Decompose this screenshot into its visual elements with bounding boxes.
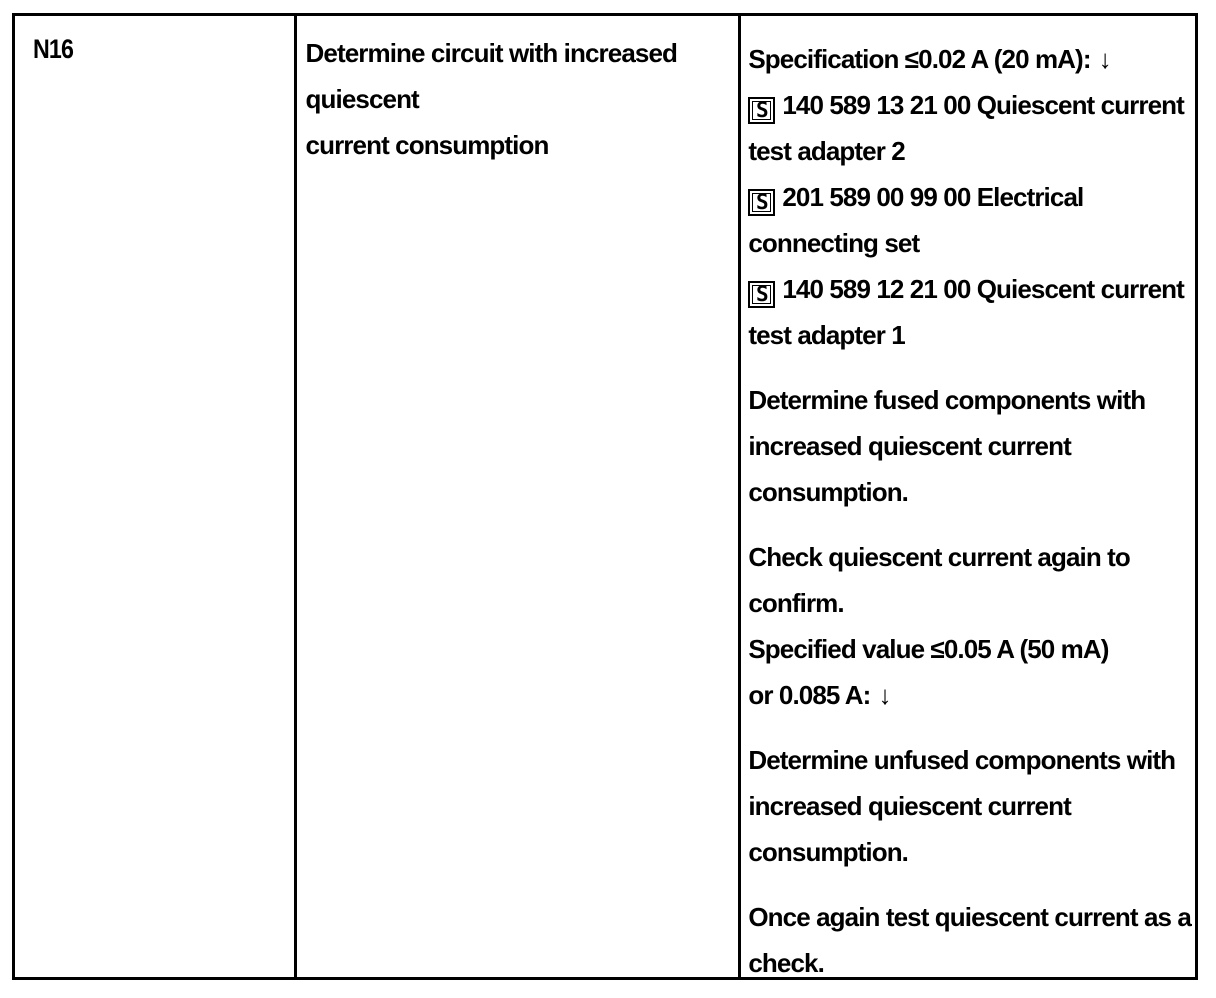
down-arrow-icon: ↓ <box>878 680 891 710</box>
tool-text: 140 589 13 21 00 Quiescent current <box>782 90 1184 120</box>
fused-line: increased quiescent current <box>748 431 1071 461</box>
tool-text-cont: test adapter 1 <box>748 320 905 350</box>
check-line: confirm. <box>748 588 844 618</box>
down-arrow-icon: ↓ <box>1098 44 1111 74</box>
specified-value-line: Specified value ≤0.05 A (50 mA) <box>748 634 1109 664</box>
unfused-line: increased quiescent current <box>748 791 1071 821</box>
unfused-line: consumption. <box>748 837 908 867</box>
tool-line <box>748 266 1191 312</box>
check-again-block <box>748 534 1191 718</box>
tool-text: 201 589 00 99 00 Electrical <box>782 182 1084 212</box>
tool-line <box>748 174 1191 220</box>
unfused-components-block <box>748 737 1191 875</box>
tool-text-cont: connecting set <box>748 228 920 258</box>
specification-line <box>748 36 1191 82</box>
special-tool-icon: S <box>748 281 775 308</box>
fused-components-block <box>748 377 1191 515</box>
test-step-table <box>12 13 1198 980</box>
step-code: N16 <box>33 34 74 64</box>
special-tool-icon: S <box>748 189 775 216</box>
specification-text: Specification ≤0.02 A (20 mA): <box>748 44 1091 74</box>
fused-line: consumption. <box>748 477 908 507</box>
final-check-block <box>748 894 1191 986</box>
step-description-cell <box>297 16 742 977</box>
step-details-cell <box>741 16 1195 977</box>
unfused-line: Determine unfused components with <box>748 745 1176 775</box>
specified-value-line <box>748 672 1191 718</box>
step-code-cell <box>15 16 297 977</box>
tool-text-cont: test adapter 2 <box>748 136 905 166</box>
final-check-line: check. <box>748 948 824 978</box>
tool-text: 140 589 12 21 00 Quiescent current <box>782 274 1184 304</box>
specification-block <box>748 36 1191 358</box>
step-description-line: current consumption <box>305 130 549 160</box>
specified-value-text: or 0.085 A: <box>748 680 871 710</box>
final-check-line: Once again test quiescent current as a <box>748 902 1191 932</box>
special-tool-icon: S <box>748 97 775 124</box>
fused-line: Determine fused components with <box>748 385 1146 415</box>
step-description-line: Determine circuit with increased quiescent <box>305 38 677 114</box>
tool-line <box>748 82 1191 128</box>
check-line: Check quiescent current again to <box>748 542 1130 572</box>
step-description <box>306 30 731 168</box>
